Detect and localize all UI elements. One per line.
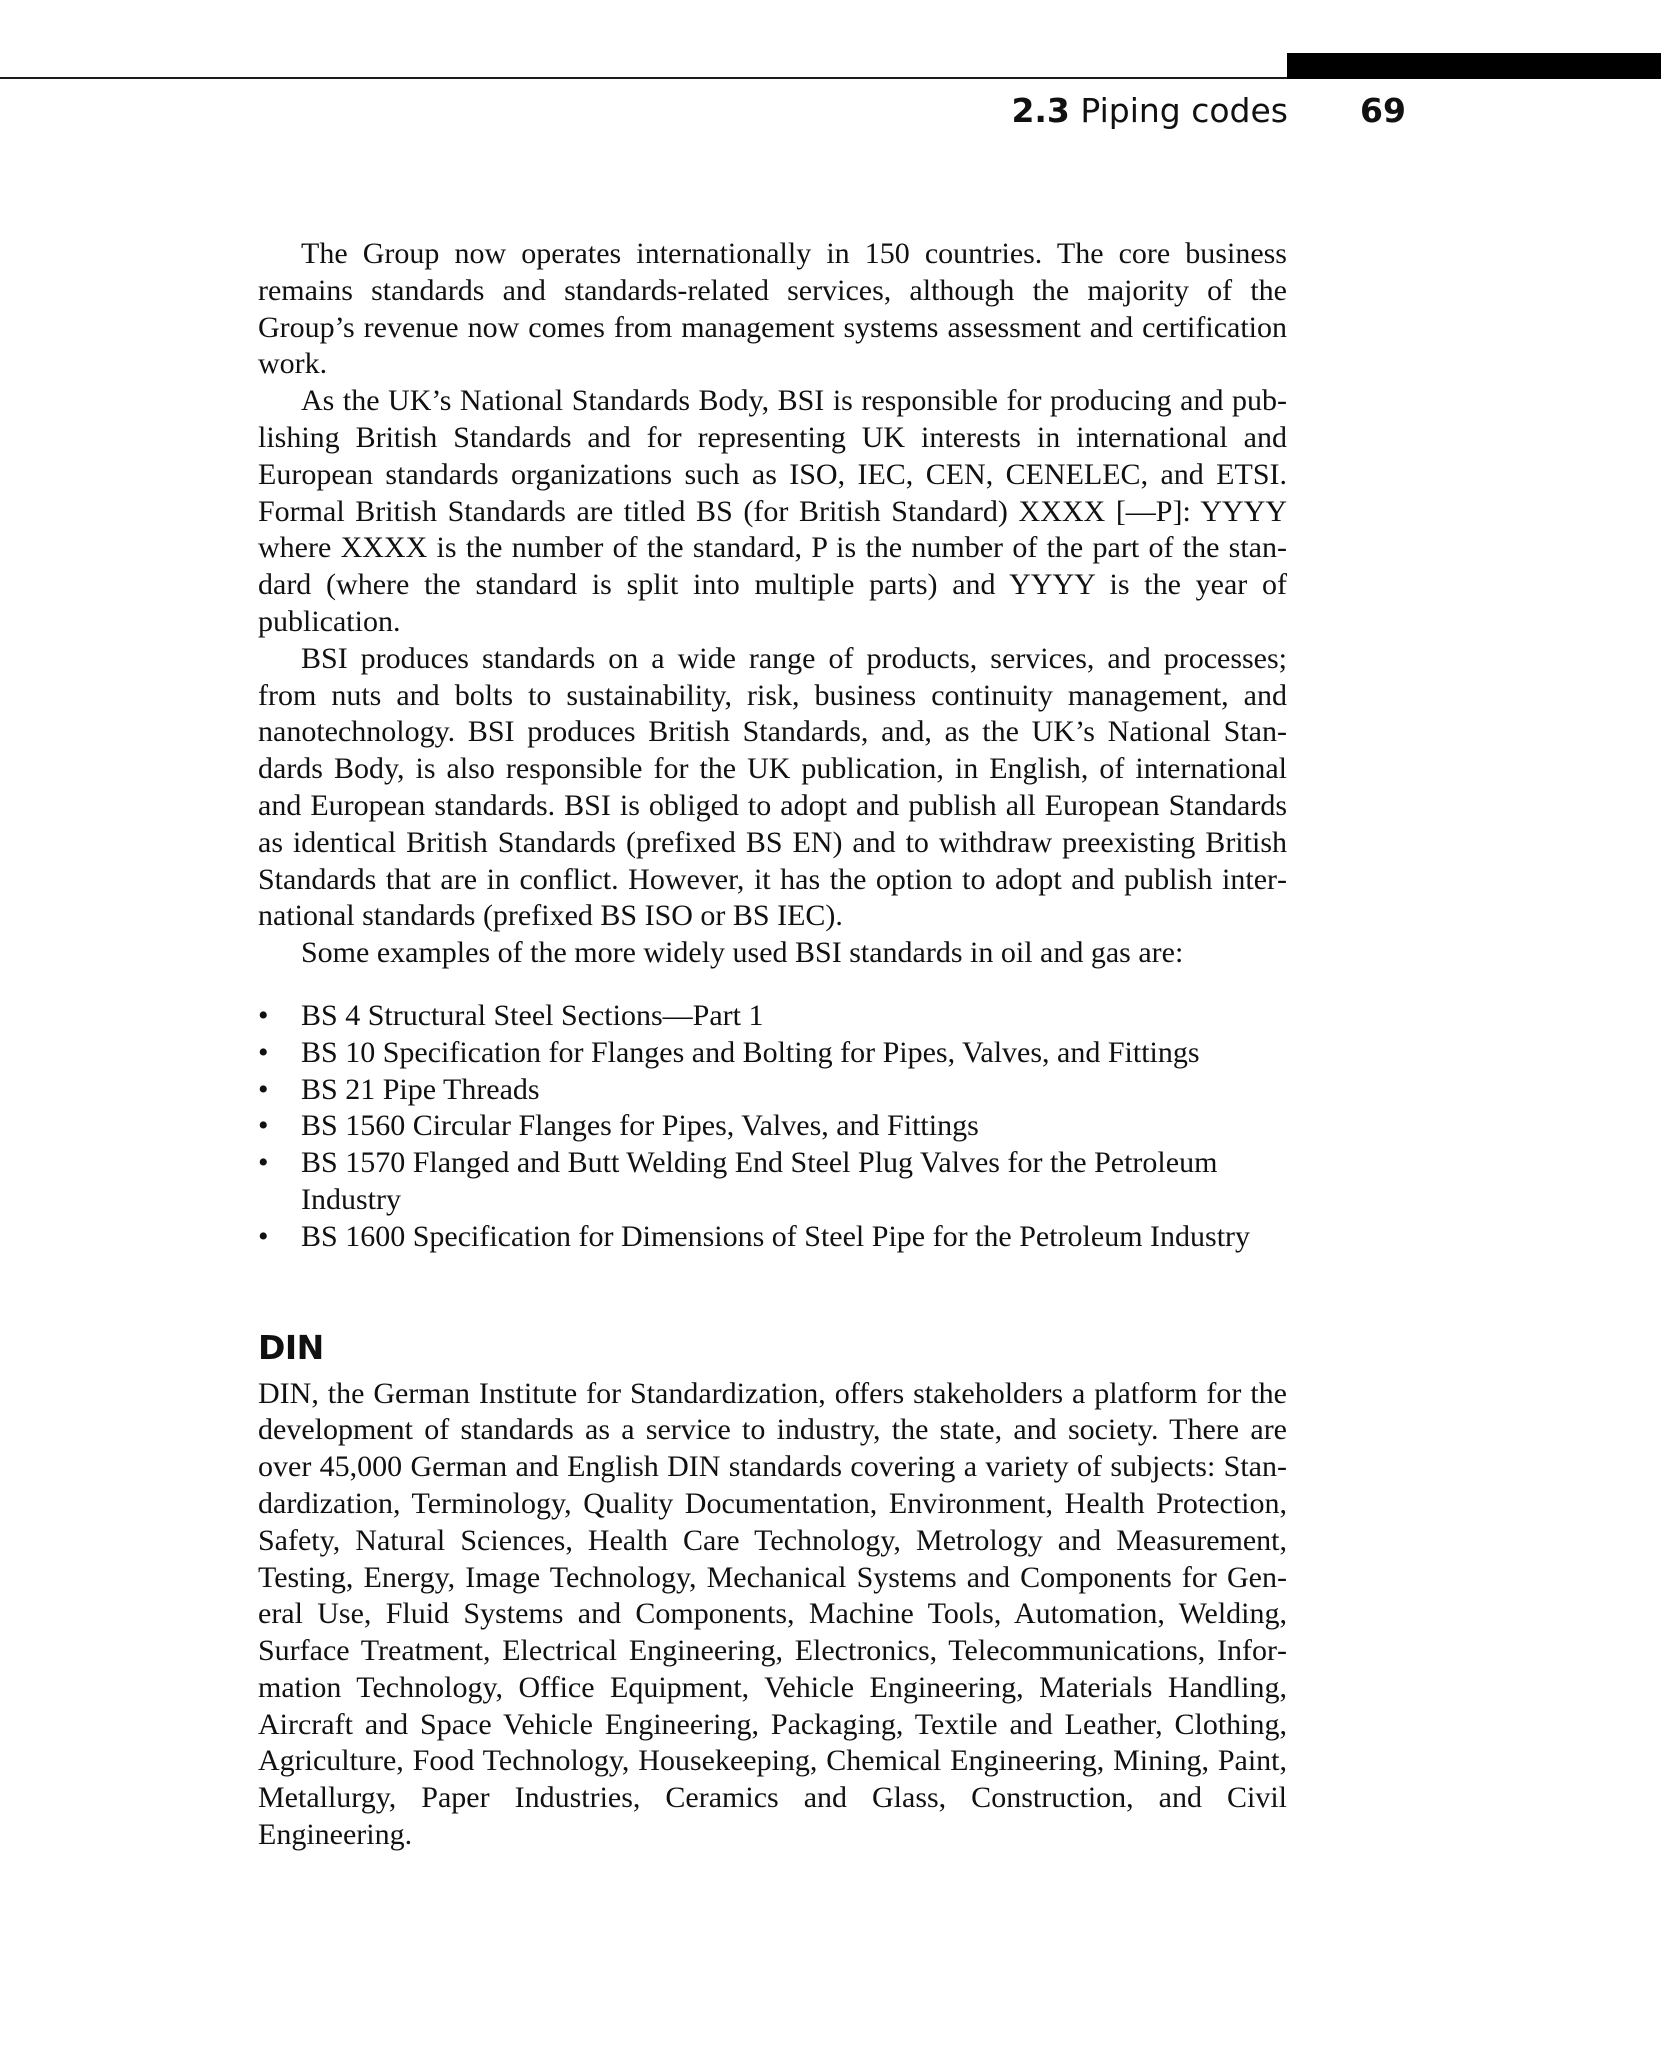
bullet-icon: •	[258, 1219, 269, 1253]
running-head	[900, 88, 1288, 134]
bullet-icon: •	[258, 1146, 269, 1180]
bsi-standards-list	[258, 998, 1287, 1256]
paragraph-national-standards-body: As the UK’s National Standards Body, BSI is responsible for producing and publishing British Standards and for representing UK interests in international and European standards organizations such as ISO, IEC, CEN, CENELEC, and ETSI. Formal British Standards are titled BS (for British Standard) XXXX [—P]: YYYY where XXXX is the number of the standard, P is the number of the part of the standard (where the standard is split into multiple parts) and YYYY is the year of publication.	[258, 384, 1287, 638]
bullet-icon: •	[258, 1035, 269, 1069]
running-head-section-number: 2.3	[1011, 91, 1070, 130]
list-item	[258, 998, 1287, 1035]
bullet-icon: •	[258, 1109, 269, 1143]
page-number: 69	[1360, 91, 1406, 130]
list-item	[258, 1108, 1287, 1145]
bullet-icon: •	[258, 998, 269, 1032]
list-item	[258, 1219, 1287, 1256]
running-head-section-title: Piping codes	[1080, 91, 1288, 130]
list-item-text: BS 1570 Flanged and Butt Welding End Steel Plug Valves for the Petroleum Industry	[301, 1146, 1218, 1216]
page-body	[258, 236, 1287, 1854]
list-item	[258, 1145, 1287, 1219]
header-thumb-bar	[1287, 53, 1661, 79]
list-item-text: BS 21 Pipe Threads	[301, 1072, 540, 1106]
section-heading-din: DIN	[258, 1327, 324, 1367]
list-item-text: BS 10 Specification for Flanges and Bolting for Pipes, Valves, and Fittings	[301, 1035, 1200, 1069]
paragraph-examples-intro: Some examples of the more widely used BSI standards in oil and gas are:	[301, 936, 1184, 970]
list-item	[258, 1035, 1287, 1072]
paragraph-bsi-group: The Group now operates internationally in 150 countries. The core business remains standards and standards-related services, although the majority of the Group’s revenue now comes from management systems assessment and certification work.	[258, 237, 1287, 381]
list-item-text: BS 4 Structural Steel Sections—Part 1	[301, 998, 764, 1032]
paragraph-bsi-produces: BSI produces standards on a wide range of products, services, and processes; from nuts and bolts to sustainability, risk, business continuity management, and nanotechnology. BSI produces British Standards, and, as the UK’s National Standards Body, is also responsible for the UK publication, in English, of international and European standards. BSI is obliged to adopt and publish all European Standards as identical British Standards (prefixed BS EN) and to withdraw preexisting British Standards that are in conflict. However, it has the option to adopt and publish international standards (prefixed BS ISO or BS IEC).	[258, 641, 1287, 933]
list-item-text: BS 1600 Specification for Dimensions of Steel Pipe for the Petroleum Industry	[301, 1219, 1251, 1253]
list-item-text: BS 1560 Circular Flanges for Pipes, Valves, and Fittings	[301, 1109, 979, 1143]
paragraph-din: DIN, the German Institute for Standardization, offers stakeholders a platform for the development of standards as a service to industry, the state, and society. There are over 45,000 German and English DIN standards covering a variety of subjects: Standardization, Terminology, Quality Documentation, Environment, Health Protection, Safety, Natural Sciences, Health Care Technology, Metrology and Measurement, Testing, Energy, Image Technology, Mechanical Systems and Components for General Use, Fluid Systems and Components, Machine Tools, Automation, Welding, Surface Treatment, Electrical Engineering, Electronics, Telecommunications, Information Technology, Office Equipment, Vehicle Engineering, Materials Handling, Aircraft and Space Vehicle Engineering, Packaging, Textile and Leather, Clothing, Agriculture, Food Technology, Housekeeping, Chemical Engineering, Mining, Paint, Metallurgy, Paper Industries, Ceramics and Glass, Construction, and Civil Engineering.	[258, 1376, 1287, 1852]
list-item	[258, 1072, 1287, 1109]
bullet-icon: •	[258, 1072, 269, 1106]
